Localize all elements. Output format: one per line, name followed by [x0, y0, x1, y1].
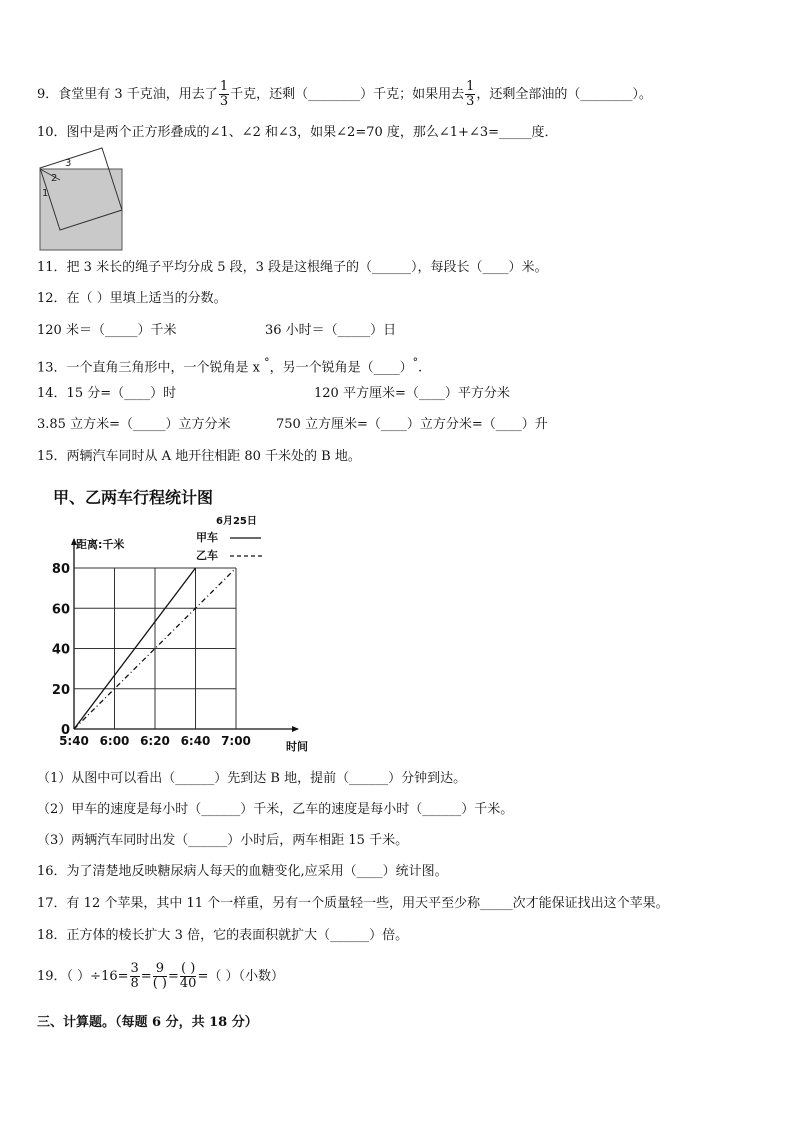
question-18: 18．正方体的棱长扩大 3 倍，它的表面积就扩大（______）倍。 — [37, 928, 409, 943]
q19-fraction-2 — [153, 962, 167, 991]
angle-1-label: 1 — [42, 188, 49, 199]
question-11: 11．把 3 米长的绳子平均分成 5 段，3 段是这根绳子的（______），每段长（____）米。 — [37, 260, 548, 275]
y-tick-label: 40 — [51, 642, 70, 658]
question-15: 15．两辆汽车同时从 A 地开往相距 80 千米处的 B 地。 — [37, 449, 361, 464]
x-tick-label: 6:40 — [180, 734, 211, 748]
question-9 — [37, 80, 652, 109]
x-tick-label: 6:00 — [99, 734, 130, 748]
question-12-title: 12．在（ ）里填上适当的分数。 — [37, 291, 227, 306]
question-15-1: （1）从图中可以看出（______）先到达 B 地，提前（______）分钟到达。 — [37, 771, 467, 786]
section-heading: 三、计算题。（每题 6 分，共 18 分） — [37, 1015, 258, 1030]
q19-text-1: 19．（ ）÷16= — [37, 969, 129, 984]
q19-f2-denominator: ( ) — [152, 976, 167, 991]
y-tick-label: 80 — [51, 562, 70, 577]
angle-2-label: 2 — [51, 173, 58, 184]
q13-degree-2: ° — [412, 356, 418, 369]
x-axis-arrow — [292, 726, 299, 732]
chart-title: 甲、乙两车行程统计图 — [53, 488, 214, 507]
q9-fraction-1 — [219, 80, 229, 109]
q19-f1-numerator: 3 — [130, 961, 139, 976]
q19-f3-numerator: ( ) — [181, 961, 196, 976]
chart-axes — [52, 538, 299, 748]
q19-text-2: =（ ）（小数） — [197, 969, 284, 984]
question-14d: 750 立方厘米=（____）立方分米=（____）升 — [276, 417, 548, 432]
q19-equals-1: = — [140, 969, 152, 984]
question-19 — [37, 962, 284, 991]
q19-fraction-1 — [130, 962, 140, 991]
q13-text-3: . — [418, 360, 423, 376]
question-15-3: （3）两辆汽车同时出发（______）小时后，两车相距 15 千米。 — [37, 833, 409, 848]
q9-f2-denominator: 3 — [466, 94, 475, 109]
question-12b: 36 小时＝（_____）日 — [265, 323, 397, 338]
question-14c: 3.85 立方米=（_____）立方分米 — [37, 417, 231, 432]
question-12a: 120 米＝（_____）千米 — [37, 323, 177, 338]
q9-f1-numerator: 1 — [219, 79, 229, 94]
y-tick-label: 60 — [51, 602, 70, 618]
chart-date: 6月25日 — [216, 516, 257, 527]
y-axis-label: 距离:千米 — [76, 538, 125, 551]
q9-f2-numerator: 1 — [466, 79, 475, 94]
travel-chart — [46, 484, 308, 756]
x-tick-label: 5:40 — [59, 734, 89, 748]
q19-equals-2: = — [167, 969, 179, 984]
angle-3-label: 3 — [65, 158, 72, 169]
x-tick-label: 6:20 — [140, 734, 170, 748]
q13-text-2: ，另一个锐角是（____） — [269, 360, 413, 376]
y-tick-label: 0 — [60, 723, 70, 738]
q19-f3-denominator: 40 — [179, 976, 197, 991]
x-tick-label: 7:00 — [221, 734, 251, 748]
q9-f1-denominator: 3 — [219, 94, 229, 109]
q9-text-2: 千克，还剩（________）千克；如果用去 — [230, 87, 465, 102]
x-axis-label: 时间 — [286, 740, 308, 753]
q19-f2-numerator: 9 — [153, 962, 167, 977]
question-10: 10．图中是两个正方形叠成的∠1、∠2 和∠3，如果∠2=70 度，那么∠1+∠3=_____度． — [37, 125, 558, 140]
q13-text-1: 13．一个直角三角形中，一个锐角是 x — [37, 360, 265, 376]
overlapping-squares-figure — [38, 146, 124, 252]
question-13 — [37, 354, 422, 377]
legend-yi-label: 乙车 — [196, 549, 218, 562]
question-15-2: （2）甲车的速度是每小时（______）千米，乙车的速度是每小时（______）千米。 — [37, 802, 514, 817]
question-14b: 120 平方厘米=（____）平方分米 — [314, 386, 510, 401]
q9-text-3: ，还剩全部油的（________）。 — [476, 87, 652, 102]
q19-fraction-3 — [180, 962, 197, 991]
question-16: 16．为了清楚地反映糖尿病人每天的血糖变化,应采用（____）统计图。 — [37, 864, 448, 879]
question-17: 17．有 12 个苹果，其中 11 个一样重，另有一个质量轻一些，用天平至少称_____次才能保证找出这个苹果。 — [37, 896, 669, 911]
q9-fraction-2 — [465, 80, 475, 109]
y-tick-label: 20 — [51, 682, 70, 698]
legend-jia-label: 甲车 — [196, 531, 218, 544]
q9-text-1: 9．食堂里有 3 千克油，用去了 — [37, 87, 218, 102]
q13-degree-1: ° — [264, 356, 270, 369]
q19-f1-denominator: 8 — [130, 976, 139, 991]
question-14a: 14．15 分=（____）时 — [37, 386, 177, 401]
